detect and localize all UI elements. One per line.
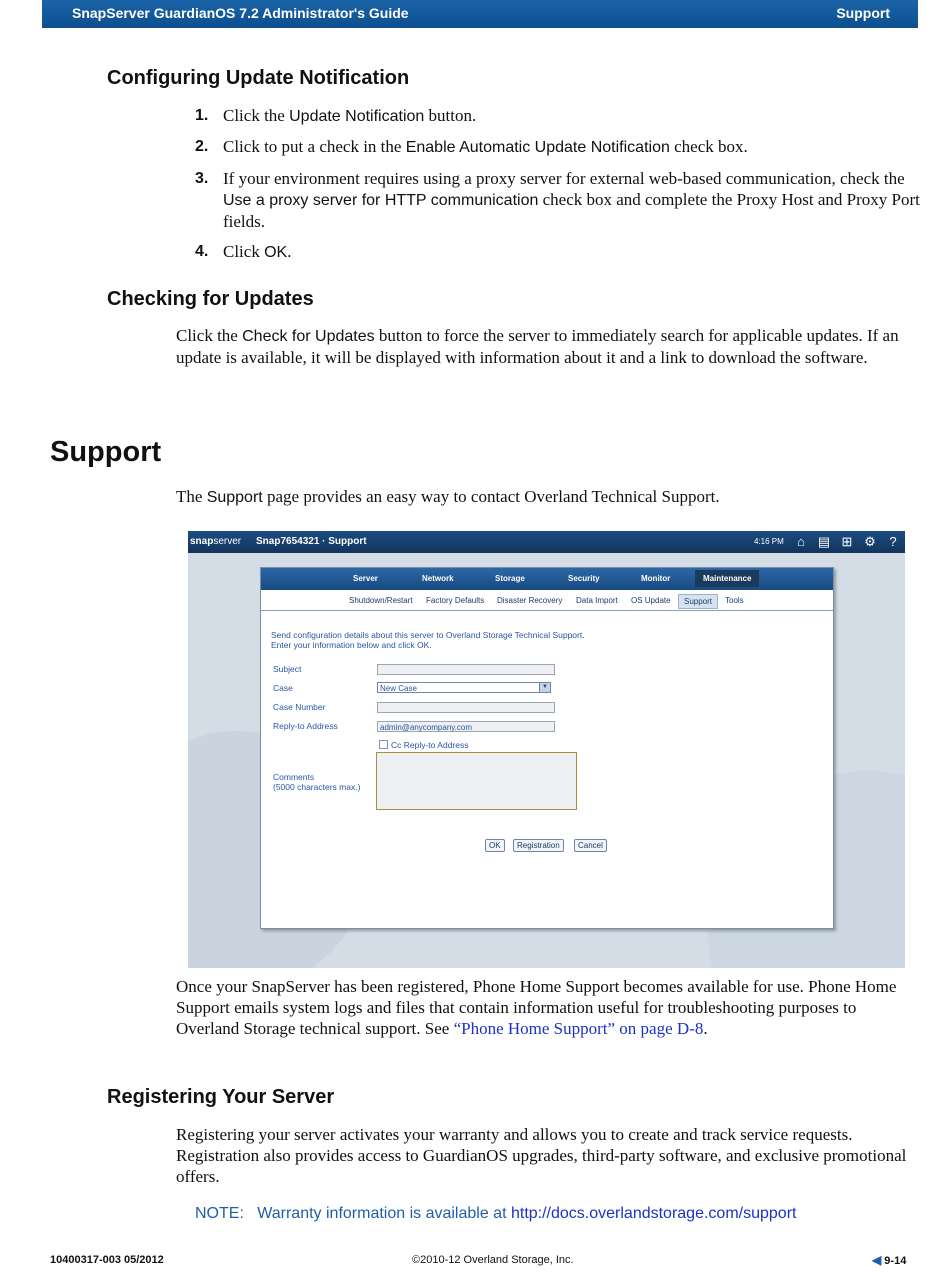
clock: 4:16 PM <box>754 537 784 546</box>
page-number: 9-14 <box>884 1255 907 1267</box>
tab-maintenance[interactable]: Maintenance <box>695 570 759 587</box>
support-url-link[interactable]: http://docs.overlandstorage.com/support <box>510 1205 797 1222</box>
para-text: button to force the server to immediately search for applicable updates. If an update is available, it will be displayed with information about it and a link to download the software. <box>176 326 899 367</box>
step-text: Click <box>223 242 265 261</box>
step-text: Click to put a check in the <box>223 137 406 156</box>
step-number: 3. <box>195 170 209 187</box>
header-section: Support <box>836 5 890 21</box>
section-title-support: Support <box>50 436 162 468</box>
step-text: check box. <box>669 137 748 156</box>
intro-line-1: Send configuration details about this server to Overland Storage Technical Support. <box>271 630 585 640</box>
tab-network[interactable]: Network <box>422 574 454 583</box>
step-text: If your environment requires using a proxy server for external web-based communication, check the <box>223 169 905 188</box>
tab-server[interactable]: Server <box>353 574 378 583</box>
chevron-down-icon[interactable]: ▼ <box>539 683 550 692</box>
intro-line-2: Enter your information below and click OK. <box>271 640 432 650</box>
sub-tabs <box>261 590 833 611</box>
support-panel <box>260 567 834 929</box>
subtab-shutdown[interactable]: Shutdown/Restart <box>349 596 413 605</box>
main-tabs <box>261 568 833 590</box>
case-label: Case <box>273 683 293 693</box>
para-code: Check for Updates <box>242 328 375 345</box>
tab-storage[interactable]: Storage <box>495 574 525 583</box>
subtab-data-import[interactable]: Data Import <box>576 596 618 605</box>
note-text: Warranty information is available at <box>257 1205 511 1222</box>
registration-button[interactable]: Registration <box>513 839 564 852</box>
step-code: Update Notification <box>289 108 425 125</box>
checking-updates-paragraph <box>176 325 918 368</box>
para-text: The <box>176 487 207 506</box>
cc-checkbox[interactable] <box>379 740 388 749</box>
step-number: 4. <box>195 243 209 260</box>
case-number-label: Case Number <box>273 702 326 712</box>
phone-home-link[interactable]: “Phone Home Support” on page D-8 <box>453 1019 704 1038</box>
step-text: check box and complete the Proxy Host and Proxy Port fields. <box>223 190 920 231</box>
para-text: . <box>703 1019 708 1038</box>
step-number: 1. <box>195 107 209 124</box>
subtab-tools[interactable]: Tools <box>725 596 744 605</box>
back-arrow-icon[interactable]: ◀ <box>872 1253 882 1267</box>
reply-input[interactable]: admin@anycompany.com <box>377 721 555 732</box>
case-select-value: New Case <box>380 684 417 693</box>
steps-list <box>195 105 920 265</box>
case-number-input[interactable] <box>377 702 555 713</box>
tab-security[interactable]: Security <box>568 574 600 583</box>
footer-copyright: ©2010-12 Overland Storage, Inc. <box>412 1254 574 1266</box>
footer-doc-number: 10400317-003 05/2012 <box>50 1254 164 1266</box>
para-code: Support <box>206 489 263 506</box>
section-title-checking-updates: Checking for Updates <box>107 288 314 310</box>
step-text: button. <box>424 106 477 125</box>
step-code: Use a proxy server for HTTP communication <box>223 192 539 209</box>
para-text: page provides an easy way to contact Overland Technical Support. <box>262 487 720 506</box>
subtab-support[interactable]: Support <box>678 594 718 609</box>
step-text: Click the <box>223 106 290 125</box>
cc-label: Cc Reply-to Address <box>391 740 469 750</box>
home-icon[interactable]: ⌂ <box>797 534 805 549</box>
server-name: Snap7654321 · Support <box>256 536 367 547</box>
subtab-factory-defaults[interactable]: Factory Defaults <box>426 596 485 605</box>
section-title-registering: Registering Your Server <box>107 1086 335 1108</box>
case-select[interactable] <box>377 682 551 693</box>
cancel-button[interactable]: Cancel <box>574 839 607 852</box>
sitemap-icon[interactable]: ⊞ <box>841 534 853 549</box>
comments-label: Comments <box>273 772 315 782</box>
step-code: OK <box>264 244 288 261</box>
subject-input[interactable] <box>377 664 555 675</box>
header-title: SnapServer GuardianOS 7.2 Administrator's Guide <box>72 5 409 21</box>
snapserver-logo: snapserver <box>190 536 242 547</box>
gear-icon[interactable]: ⚙ <box>864 534 876 549</box>
footer-page <box>872 1253 917 1267</box>
print-icon[interactable]: ▤ <box>817 534 831 549</box>
warranty-note <box>195 1205 895 1223</box>
page-header <box>42 0 918 28</box>
step-code: Enable Automatic Update Notification <box>405 139 670 156</box>
app-topbar <box>188 531 905 553</box>
note-label: NOTE: <box>195 1205 244 1222</box>
para-text: Click the <box>176 326 243 345</box>
subject-label: Subject <box>273 664 302 674</box>
phone-home-paragraph <box>176 976 918 1039</box>
support-page-screenshot <box>188 531 905 968</box>
support-paragraph <box>176 486 918 508</box>
ok-button[interactable]: OK <box>485 839 505 852</box>
para-text: Once your SnapServer has been registered, Phone Home Support becomes available for use. Phone Home Support emails system logs and files that contain information useful for troubleshooting purposes to Overland Storage technical support. See <box>176 977 897 1038</box>
subtab-disaster-recovery[interactable]: Disaster Recovery <box>497 596 563 605</box>
reply-label: Reply-to Address <box>273 721 338 731</box>
section-title-update-notification: Configuring Update Notification <box>107 67 410 89</box>
subtab-os-update[interactable]: OS Update <box>631 596 671 605</box>
comments-textarea[interactable] <box>376 752 577 810</box>
help-icon[interactable]: ? <box>889 534 897 549</box>
registering-paragraph: Registering your server activates your warranty and allows you to create and track service requests. Registration also provides access to GuardianOS upgrades, third-party software, and exclusive promotional offers. <box>176 1125 907 1186</box>
step-number: 2. <box>195 138 209 155</box>
step-text: . <box>287 242 292 261</box>
comments-sublabel: (5000 characters max.) <box>273 782 361 792</box>
tab-monitor[interactable]: Monitor <box>641 574 671 583</box>
